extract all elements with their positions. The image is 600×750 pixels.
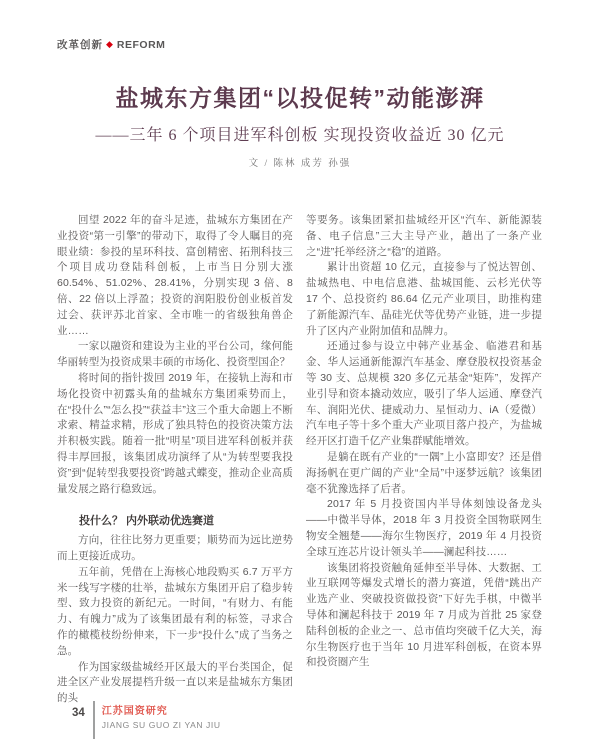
paragraph: 将时间的指针拨回 2019 年，在接轨上海和市场化投资中初露头角的盐城东方集团乘势而上，在“投什么”“怎么投”“获益丰”这三个重大命题上不断求索、精益求精，形成了独具特色的投资决策方法并积极实践。随着一批“明星”项目进军科创板并获得丰厚回报，该集团成功演绎了从“为转型要我投资”到“促转型我要投资”跨越式蝶变，推动企业高质量发展之路行稳致远。 <box>57 371 293 495</box>
paragraph: 方向，往往比努力更重要；顺势而为远比逆势而上更接近成功。 <box>57 534 293 562</box>
paragraph: 等要务。该集团紧扣盐城经开区“汽车、新能源装备、电子信息”三大主导产业，趟出了一条产业之“进”托举经济之“稳”的道路。 <box>306 214 542 258</box>
paragraph: 一家以融资和建设为主业的平台公司，缘何能华丽转型为投资成果丰硕的市场化、投资型国企？ <box>57 340 293 369</box>
article-title: 盐城东方集团“以投促转”动能澎湃 <box>115 85 485 111</box>
section-name-en: REFORM <box>116 38 166 51</box>
paragraph: 是躺在既有产业的“一隅”上小富即安？还是借海扬帆在更广阔的产业“全局”中逐梦远航？该集团毫不犹豫选择了后者。 <box>306 450 542 495</box>
section-name-cn: 改革创新 <box>57 39 103 51</box>
article-subtitle: ——三年 6 个项目进军科创板 实现投资收益近 30 亿元 <box>95 127 505 144</box>
journal-name-cn: 江苏国资研究 <box>101 706 168 717</box>
page-number: 34 <box>72 707 85 719</box>
journal-name <box>102 706 221 731</box>
paragraph: 累计出资超 10 亿元，直接参与了悦达智创、盐城热电、中电信息港、盐城国能、云杉光伏等 17 个、总投资约 86.64 亿元产业项目，助推构建了新能源汽车、晶硅光伏等优势产业链，进一步提升了区内产业附加值和品牌力。 <box>306 261 542 337</box>
page-footer <box>72 701 221 739</box>
title-block <box>0 80 600 145</box>
diamond-icon: ◆ <box>106 39 114 49</box>
article-body <box>57 213 542 707</box>
paragraph: 作为国家级盐城经开区最大的平台类国企，促进全区产业发展提档升级一直以来是盐城东方集团的头 <box>57 660 293 705</box>
paragraph: 还通过参与设立中韩产业基金、临港君和基金、华人运通新能源汽车基金、摩登股权投资基金等 30 支、总规模 320 多亿元基金“矩阵”，发挥产业引导和资本撬动效应，吸引了华人运通、摩登汽车、润阳光伏、捷威动力、星恒动力、iA（爱微）汽车电子等十多个重大产业项目落户投产，为盐城经开区打造千亿产业集群赋能增效。 <box>306 340 542 448</box>
paragraph: 该集团将投资触角延伸至半导体、大数据、工业互联网等爆发式增长的潜力赛道，凭借“跳出产业选产业、突破投资做投资”下好先手棋，中微半导体和澜起科技于 2019 年 7 月成为首批 25 家登陆科创板的企业之一、总市值均突破千亿大关，海尔生物医疗也于当年 10 月进军科创板，在资本界和投资圈产生 <box>306 561 542 669</box>
journal-name-pinyin: JIANG SU GUO ZI YAN JIU <box>101 720 221 730</box>
byline: 文 / 陈林 成芳 孙强 <box>248 159 352 169</box>
left-column <box>57 213 293 707</box>
right-column <box>306 213 542 707</box>
paragraph: 2017 年 5 月投资国内半导体刻蚀设备龙头——中微半导体，2018 年 3 月投资全国物联网生物安全翘楚——海尔生物医疗，2019 年 4 月投资全球互连芯片设计领头羊——澜起科技…… <box>306 498 542 558</box>
footer-divider <box>93 701 95 739</box>
section-heading: 投什么？ 内外联动优选赛道 <box>79 515 215 528</box>
running-header <box>57 37 165 52</box>
paragraph: 五年前，凭借在上海核心地段购买 6.7 万平方米一线写字楼的壮举，盐城东方集团开启了稳步转型、致力投资的新纪元。一时间，“有财力、有能力、有魄力”成为了该集团最有利的标签，寻求合作的橄榄枝纷纷伸来，下一步“投什么”成了当务之急。 <box>57 565 293 657</box>
paragraph: 回望 2022 年的奋斗足迹，盐城东方集团在产业投资“第一引擎”的带动下，取得了令人瞩目的亮眼业绩：参投的星环科技、富创精密、拓荆科技三个项目成功登陆科创板，上市当日分别大涨 60.54%、51.02%、28.41%，分别实现 3 倍、8 倍、22 倍以上浮盈；投资的润阳股份创业板首发过会、获评苏北首家、全市唯一的省级独角兽企业…… <box>57 214 293 337</box>
